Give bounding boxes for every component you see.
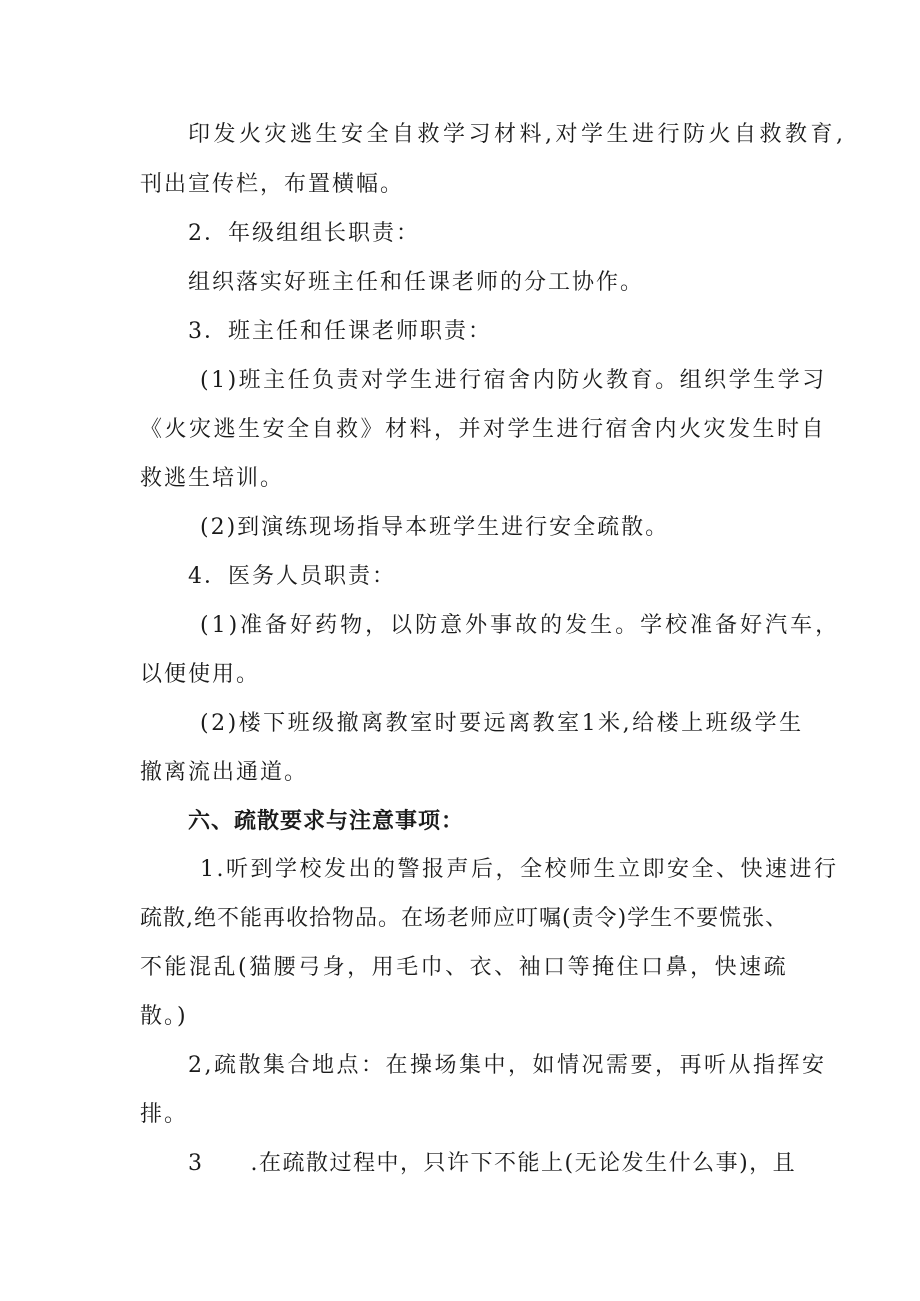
section-heading: 2．年级组组长职责： <box>188 221 420 246</box>
paragraph-line: 散。) <box>140 1004 188 1029</box>
paragraph-line: 2,疏散集合地点：在操场集中，如情况需要，再听从指挥安 <box>188 1053 827 1078</box>
paragraph-line: 3 .在疏散过程中，只许下不能上(无论发生什么事)，且 <box>188 1151 797 1176</box>
section-heading: 六、疏散要求与注意事项： <box>188 808 465 834</box>
paragraph-line: 刊出宣传栏，布置横幅。 <box>140 172 405 197</box>
paragraph-line: (1)班主任负责对学生进行宿舍内防火教育。组织学生学习 <box>200 368 827 393</box>
paragraph-line: 印发火灾逃生安全自救学习材料,对学生进行防火自救教育, <box>188 122 847 147</box>
paragraph-line: (2)到演练现场指导本班学生进行安全疏散。 <box>200 515 670 540</box>
paragraph-line: 以便使用。 <box>140 662 261 687</box>
paragraph-line: (2)楼下班级撤离教室时要远离教室1米,给楼上班级学生 <box>200 711 804 736</box>
paragraph-line: 组织落实好班主任和任课老师的分工协作。 <box>188 270 645 295</box>
paragraph-line: 疏散,绝不能再收拾物品。在场老师应叮嘱(责令)学生不要慌张、 <box>140 906 789 931</box>
paragraph-line: 1.听到学校发出的警报声后，全校师生立即安全、快速进行 <box>200 857 839 882</box>
paragraph-line: 撤离流出通道。 <box>140 760 309 785</box>
paragraph-line: 排。 <box>140 1102 189 1127</box>
paragraph-line: 不能混乱(猫腰弓身，用毛巾、衣、袖口等掩住口鼻，快速疏 <box>140 955 789 980</box>
section-heading: 4．医务人员职责： <box>188 564 396 589</box>
section-heading: 3．班主任和任课老师职责： <box>188 319 492 344</box>
paragraph-line: 救逃生培训。 <box>140 466 285 491</box>
paragraph-line: 《火灾逃生安全自救》材料，并对学生进行宿舍内火灾发生时自 <box>140 417 827 442</box>
paragraph-line: (1)准备好药物，以防意外事故的发生。学校准备好汽车， <box>200 613 841 638</box>
